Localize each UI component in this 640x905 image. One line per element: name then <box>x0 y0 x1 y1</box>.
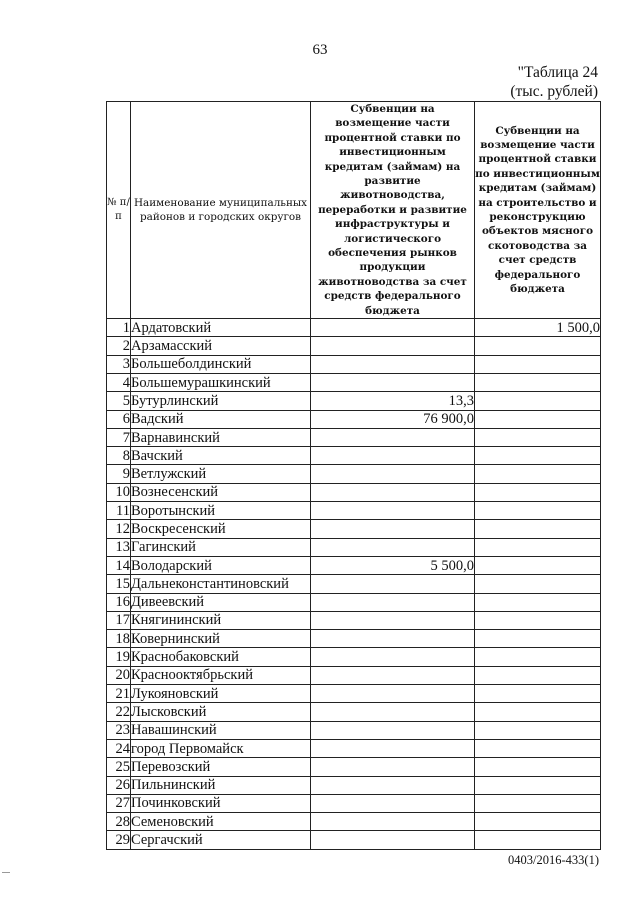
table-row <box>107 776 601 794</box>
subsidy-beef-value <box>475 447 601 465</box>
table-row <box>107 447 601 465</box>
table-row <box>107 758 601 776</box>
table-row <box>107 685 601 703</box>
subsidy-beef-value <box>475 355 601 373</box>
header-name: Наименование муниципальных районов и городских округов <box>131 102 311 319</box>
table-row <box>107 648 601 666</box>
subsidy-beef-value <box>475 428 601 446</box>
row-number: 18 <box>107 630 131 648</box>
subsidy-beef-value: 1 500,0 <box>475 319 601 337</box>
subsidy-beef-value <box>475 721 601 739</box>
table-row <box>107 611 601 629</box>
district-name: Краснооктябрьский <box>131 666 311 684</box>
page-number: 63 <box>312 42 328 58</box>
subsidy-livestock-value <box>311 337 475 355</box>
subsidy-livestock-value: 13,3 <box>311 392 475 410</box>
document-code: 0403/2016-433(1) <box>508 853 599 867</box>
table-row <box>107 556 601 574</box>
subsidy-livestock-value <box>311 373 475 391</box>
subsidy-livestock-value <box>311 611 475 629</box>
subsidy-livestock-value: 76 900,0 <box>311 410 475 428</box>
table-row <box>107 410 601 428</box>
subsidy-beef-value <box>475 685 601 703</box>
subsidy-beef-value <box>475 813 601 831</box>
subsidy-livestock-value <box>311 758 475 776</box>
subsidy-livestock-value <box>311 630 475 648</box>
table-unit: (тыс. рублей) <box>510 83 598 100</box>
district-name: Вачский <box>131 447 311 465</box>
table-body <box>107 319 601 850</box>
table-row <box>107 465 601 483</box>
subsidy-livestock-value <box>311 703 475 721</box>
table-row <box>107 831 601 849</box>
header-subsidy-livestock: Субвенции на возмещение части процентной ставки по инвестиционным кредитам (займам) на развитие животноводства, переработки и развитие инфраструктуры и логистического обеспечения рынков продукции животноводства за счет средств федерального бюджета <box>311 102 475 319</box>
district-name: Дивеевский <box>131 593 311 611</box>
row-number: 3 <box>107 355 131 373</box>
row-number: 27 <box>107 794 131 812</box>
subsidy-livestock-value <box>311 483 475 501</box>
subsidy-livestock-value <box>311 319 475 337</box>
subsidy-livestock-value <box>311 666 475 684</box>
district-name: Большемурашкинский <box>131 373 311 391</box>
subsidy-livestock-value: 5 500,0 <box>311 556 475 574</box>
subsidy-beef-value <box>475 410 601 428</box>
subsidy-livestock-value <box>311 502 475 520</box>
row-number: 9 <box>107 465 131 483</box>
subsidy-beef-value <box>475 703 601 721</box>
subsidy-livestock-value <box>311 739 475 757</box>
district-name: Гагинский <box>131 538 311 556</box>
district-name: Большеболдинский <box>131 355 311 373</box>
table-row <box>107 813 601 831</box>
row-number: 6 <box>107 410 131 428</box>
district-name: Навашинский <box>131 721 311 739</box>
table-row <box>107 520 601 538</box>
subsidy-beef-value <box>475 556 601 574</box>
subsidy-beef-value <box>475 392 601 410</box>
subsidy-beef-value <box>475 502 601 520</box>
subsidy-livestock-value <box>311 428 475 446</box>
table-row <box>107 721 601 739</box>
district-name: Сергачский <box>131 831 311 849</box>
row-number: 11 <box>107 502 131 520</box>
subsidy-livestock-value <box>311 575 475 593</box>
margin-mark <box>2 872 10 873</box>
table-row <box>107 502 601 520</box>
row-number: 25 <box>107 758 131 776</box>
subsidy-livestock-value <box>311 794 475 812</box>
district-name: Пильнинский <box>131 776 311 794</box>
subsidy-livestock-value <box>311 648 475 666</box>
district-name: Починковский <box>131 794 311 812</box>
subsidy-beef-value <box>475 666 601 684</box>
table-row <box>107 630 601 648</box>
subsidy-beef-value <box>475 739 601 757</box>
district-name: Дальнеконстантиновский <box>131 575 311 593</box>
district-name: Лукояновский <box>131 685 311 703</box>
subsidy-beef-value <box>475 630 601 648</box>
subsidy-livestock-value <box>311 355 475 373</box>
table-row <box>107 703 601 721</box>
subsidy-beef-value <box>475 465 601 483</box>
row-number: 28 <box>107 813 131 831</box>
row-number: 19 <box>107 648 131 666</box>
subsidy-livestock-value <box>311 593 475 611</box>
subsidy-beef-value <box>475 520 601 538</box>
header-subsidy-beef: Субвенции на возмещение части процентной ставки по инвестиционным кредитам (займам) на строительство и реконструкцию объектов мясного скотоводства за счет средств федерального бюджета <box>475 102 601 319</box>
table-row <box>107 794 601 812</box>
subsidy-beef-value <box>475 538 601 556</box>
table-row <box>107 337 601 355</box>
row-number: 4 <box>107 373 131 391</box>
table-header-row <box>107 102 601 319</box>
row-number: 2 <box>107 337 131 355</box>
table-row <box>107 392 601 410</box>
subsidy-beef-value <box>475 794 601 812</box>
subsidy-beef-value <box>475 776 601 794</box>
district-name: город Первомайск <box>131 739 311 757</box>
district-name: Вадский <box>131 410 311 428</box>
row-number: 15 <box>107 575 131 593</box>
subsidy-livestock-value <box>311 831 475 849</box>
subsidy-livestock-value <box>311 538 475 556</box>
subsidy-livestock-value <box>311 447 475 465</box>
table-row <box>107 593 601 611</box>
row-number: 12 <box>107 520 131 538</box>
table-row <box>107 666 601 684</box>
district-name: Воротынский <box>131 502 311 520</box>
row-number: 29 <box>107 831 131 849</box>
row-number: 24 <box>107 739 131 757</box>
table-row <box>107 538 601 556</box>
row-number: 7 <box>107 428 131 446</box>
district-name: Воскресенский <box>131 520 311 538</box>
row-number: 5 <box>107 392 131 410</box>
row-number: 26 <box>107 776 131 794</box>
header-number: № п/п <box>107 102 131 319</box>
table-row <box>107 739 601 757</box>
table-row <box>107 575 601 593</box>
district-name: Володарский <box>131 556 311 574</box>
district-name: Перевозский <box>131 758 311 776</box>
subsidy-livestock-value <box>311 721 475 739</box>
table-row <box>107 355 601 373</box>
subsidy-livestock-value <box>311 776 475 794</box>
subsidy-livestock-value <box>311 813 475 831</box>
row-number: 17 <box>107 611 131 629</box>
table-row <box>107 428 601 446</box>
district-name: Семеновский <box>131 813 311 831</box>
district-name: Лысковский <box>131 703 311 721</box>
subsidy-beef-value <box>475 831 601 849</box>
row-number: 14 <box>107 556 131 574</box>
row-number: 16 <box>107 593 131 611</box>
district-name: Арзамасский <box>131 337 311 355</box>
subsidy-beef-value <box>475 611 601 629</box>
table-caption: "Таблица 24 <box>517 64 598 81</box>
row-number: 8 <box>107 447 131 465</box>
subsidy-beef-value <box>475 373 601 391</box>
district-name: Вознесенский <box>131 483 311 501</box>
subsidy-beef-value <box>475 648 601 666</box>
subsidy-beef-value <box>475 758 601 776</box>
district-name: Краснобаковский <box>131 648 311 666</box>
subsidy-table <box>106 101 601 850</box>
subsidy-livestock-value <box>311 465 475 483</box>
row-number: 20 <box>107 666 131 684</box>
subsidy-beef-value <box>475 593 601 611</box>
row-number: 23 <box>107 721 131 739</box>
subsidy-beef-value <box>475 337 601 355</box>
subsidy-livestock-value <box>311 685 475 703</box>
row-number: 10 <box>107 483 131 501</box>
table-row <box>107 319 601 337</box>
subsidy-beef-value <box>475 483 601 501</box>
district-name: Княгининский <box>131 611 311 629</box>
table-row <box>107 483 601 501</box>
subsidy-livestock-value <box>311 520 475 538</box>
row-number: 1 <box>107 319 131 337</box>
subsidy-beef-value <box>475 575 601 593</box>
district-name: Ардатовский <box>131 319 311 337</box>
row-number: 13 <box>107 538 131 556</box>
row-number: 21 <box>107 685 131 703</box>
district-name: Бутурлинский <box>131 392 311 410</box>
district-name: Ковернинский <box>131 630 311 648</box>
district-name: Варнавинский <box>131 428 311 446</box>
row-number: 22 <box>107 703 131 721</box>
district-name: Ветлужский <box>131 465 311 483</box>
table-row <box>107 373 601 391</box>
